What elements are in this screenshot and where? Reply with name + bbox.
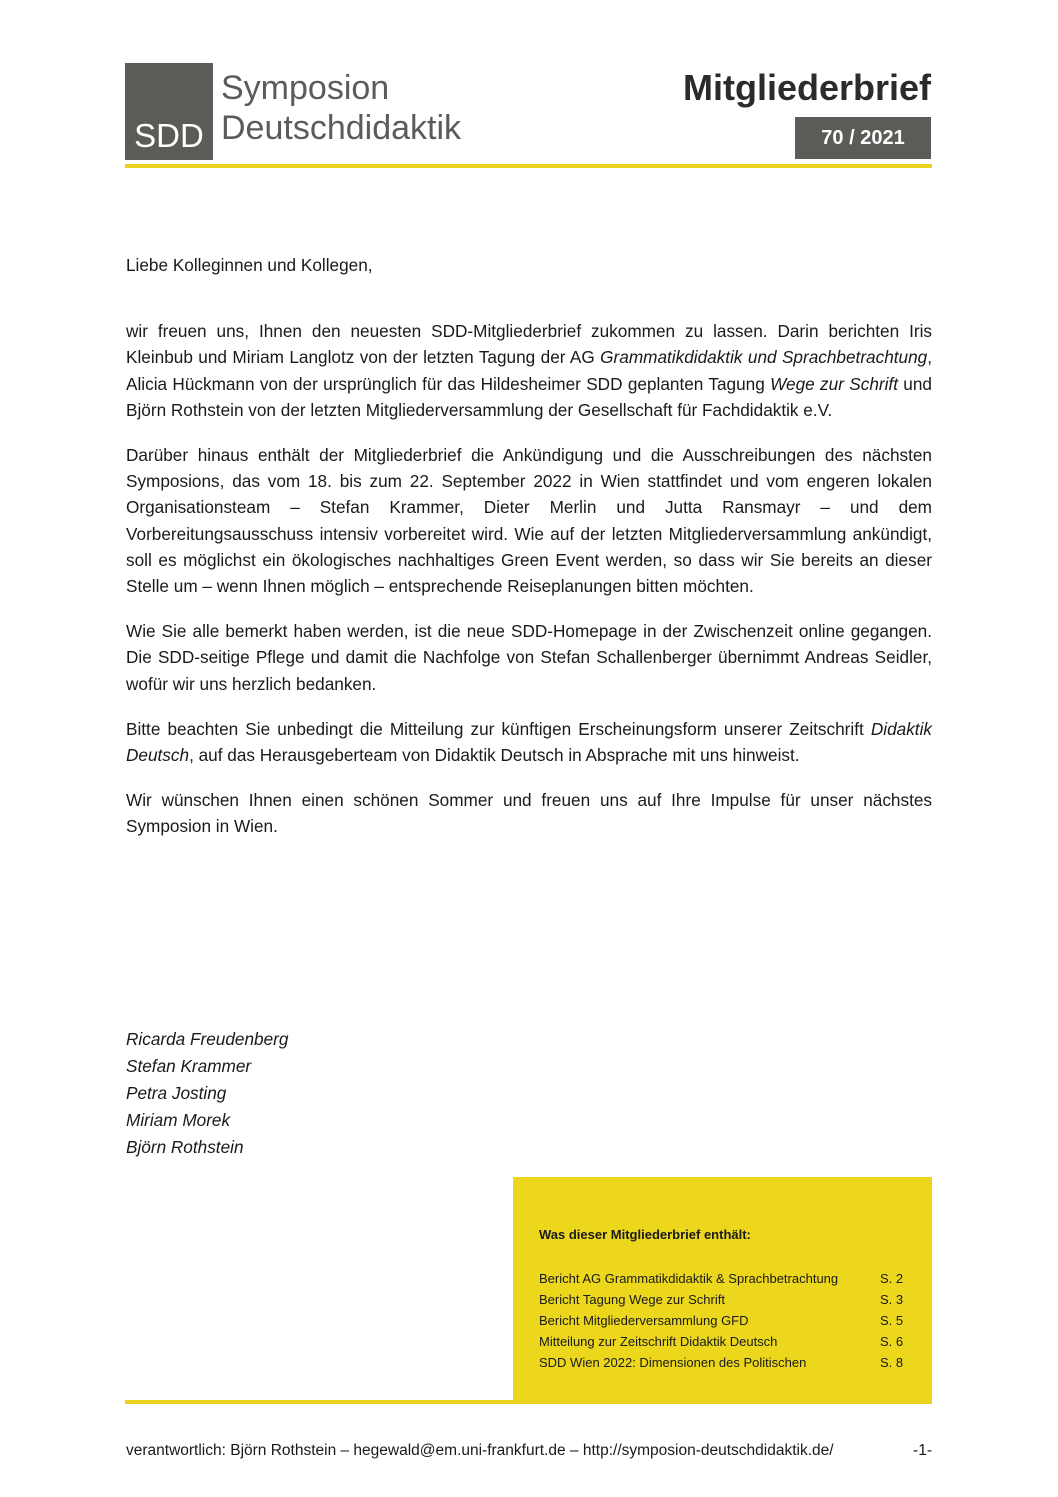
paragraph-2: Darüber hinaus enthält der Mitgliederbrief die Ankündigung und die Ausschreibungen des nächsten Symposions, das vom 18. bis zum 22. September 2022 in Wien stattfindet und vom engeren lokalen Organisationsteam – Stefan Krammer, Dieter Merlin und Jutta Ransmayr – und dem Vorbereitungsausschuss intensiv vorbereitet wird. Wie auf der letzten Mitgliederversammlung ankündigt, soll es möglichst ein ökologisches nachhaltiges Green Event werden, so dass wir Sie bereits an dieser Stelle um – wenn Ihnen möglich – entsprechende Reiseplanungen bitten möchten. — [126, 445, 932, 597]
contents-item-page: S. 6 — [880, 1334, 904, 1349]
contents-item-page: S. 5 — [880, 1313, 904, 1328]
contents-item-label: SDD Wien 2022: Dimensionen des Politischen — [539, 1355, 807, 1370]
contents-item-page: S. 2 — [880, 1271, 904, 1286]
p1-text-2: , Alicia Hückmann von der ursprünglich für das Hildesheimer SDD geplanten Tagung — [126, 347, 932, 394]
contents-item-label: Bericht Mitgliederversammlung GFD — [539, 1313, 749, 1328]
logo-line-1: Symposion — [221, 69, 390, 107]
p4-text-1: Bitte beachten Sie unbedingt die Mitteilung zur künftigen Erscheinungsform unserer Zeitschrift — [126, 718, 871, 739]
logo-abbr: SDD — [134, 117, 204, 154]
header-divider — [125, 164, 932, 168]
contents-item-label: Bericht AG Grammatikdidaktik & Sprachbetrachtung — [539, 1271, 839, 1286]
contents-item — [539, 1289, 905, 1310]
paragraph-3: Wie Sie alle bemerkt haben werden, ist die neue SDD-Homepage in der Zwischenzeit online gegangen. Die SDD-seitige Pflege und damit die Nachfolge von Stefan Schallenberger übernimmt Andreas Seidler, wofür wir uns herzlich bedanken. — [126, 621, 932, 694]
contents-item-page: S. 3 — [880, 1292, 904, 1307]
contents-box — [513, 1177, 932, 1400]
footer-responsible: verantwortlich: Björn Rothstein – hegewald@em.uni-frankfurt.de – http://symposion-deutschdidaktik.de/ — [126, 1442, 834, 1459]
page-number: -1- — [913, 1442, 932, 1459]
greeting: Liebe Kolleginnen und Kollegen, — [126, 255, 373, 275]
p1-text-1: wir freuen uns, Ihnen den neuesten SDD-Mitgliederbrief zukommen zu lassen. Darin berichten Iris Kleinbub und Miriam Langlotz von der letzten Tagung der AG — [126, 321, 932, 368]
logo-wordmark — [221, 68, 461, 148]
signature-list — [126, 1026, 288, 1161]
contents-list — [539, 1268, 905, 1373]
footer-divider — [125, 1400, 932, 1404]
signature: Petra Josting — [126, 1083, 227, 1103]
signature: Ricarda Freudenberg — [126, 1029, 289, 1049]
logo-badge — [125, 63, 213, 160]
p1-emphasis-1: Grammatikdidaktik und Sprachbetrachtung — [600, 347, 928, 368]
contents-item — [539, 1310, 905, 1331]
signature: Miriam Morek — [126, 1110, 231, 1130]
p4-emphasis-1: Didaktik Deutsch — [126, 718, 932, 766]
signature: Stefan Krammer — [126, 1056, 252, 1076]
issue-badge: 70 / 2021 — [795, 117, 931, 159]
page-footer — [126, 1442, 932, 1460]
logo-line-2: Deutschdidaktik — [221, 109, 462, 147]
document-title: Mitgliederbrief — [682, 67, 931, 108]
signature: Björn Rothstein — [126, 1137, 244, 1157]
contents-item — [539, 1352, 905, 1373]
contents-item-label: Mitteilung zur Zeitschrift Didaktik Deutsch — [539, 1334, 778, 1349]
contents-heading: Was dieser Mitgliederbrief enthält: — [539, 1227, 751, 1242]
contents-item — [539, 1268, 905, 1289]
paragraph-1 — [126, 318, 932, 423]
p1-text-3: und Björn Rothstein von der letzten Mitgliederversammlung der Gesellschaft für Fachdidaktik e.V. — [126, 373, 932, 420]
letter-body — [126, 252, 932, 859]
p1-emphasis-2: Wege zur Schrift — [770, 373, 898, 394]
paragraph-4 — [126, 716, 932, 768]
contents-item-label: Bericht Tagung Wege zur Schrift — [539, 1292, 725, 1307]
contents-item-page: S. 8 — [880, 1355, 904, 1370]
p4-text-2: , auf das Herausgeberteam von Didaktik Deutsch in Absprache mit uns hinweist. — [189, 745, 800, 766]
paragraph-5: Wir wünschen Ihnen einen schönen Sommer und freuen uns auf Ihre Impulse für unser nächstes Symposion in Wien. — [126, 790, 932, 837]
contents-item — [539, 1331, 905, 1352]
